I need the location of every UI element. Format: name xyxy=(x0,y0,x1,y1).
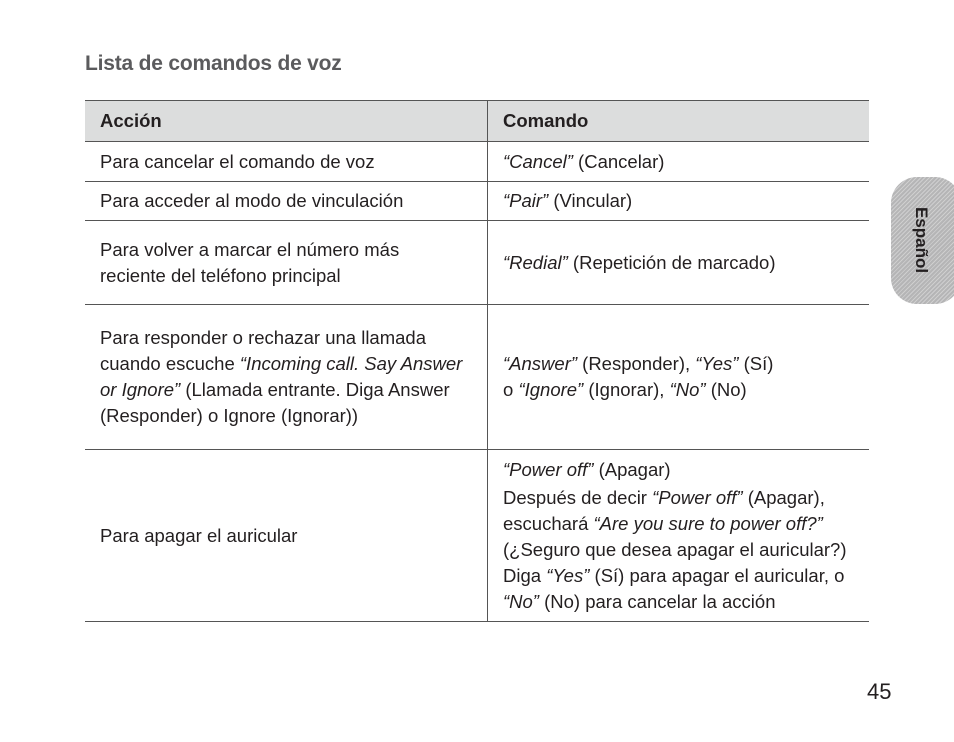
command-translation: (Apagar), escuchará xyxy=(503,486,825,534)
command-cell xyxy=(488,142,870,182)
command-keyword: “Pair” xyxy=(503,190,549,211)
command-keyword: “Redial” xyxy=(503,251,568,273)
language-side-tab-label: Español xyxy=(912,206,931,274)
table-row xyxy=(85,450,869,622)
header-command: Comando xyxy=(488,101,870,142)
table-header-row xyxy=(85,101,869,142)
command-keyword: “Ignore” xyxy=(518,379,584,400)
action-cell: Para apagar el auricular xyxy=(85,450,488,622)
command-line xyxy=(503,377,861,403)
command-keyword: “Yes” xyxy=(695,353,739,374)
command-translation: (¿Seguro que desea apagar el auricular?) Diga xyxy=(503,538,847,586)
action-cell xyxy=(85,305,488,450)
command-translation: (Cancelar) xyxy=(572,150,665,172)
command-cell xyxy=(488,305,870,450)
action-cell: Para volver a marcar el número más reciente del teléfono principal xyxy=(85,221,488,305)
command-keyword: “Power off” xyxy=(652,486,743,508)
command-translation: o xyxy=(503,379,519,400)
action-cell: Para cancelar el comando de voz xyxy=(85,142,488,182)
command-translation: (No) para cancelar la acción xyxy=(538,590,776,612)
page-number: 45 xyxy=(867,679,892,704)
command-translation: (Sí) para apagar el auricular, o xyxy=(589,564,845,586)
action-text: (Llamada entrante. Diga Answer (Responder) o Ignore (Ignorar)) xyxy=(100,379,450,426)
prompt-keyword: “Incoming call. Say Answer or Ignore” xyxy=(100,353,463,400)
command-translation: (Ignorar), xyxy=(583,379,670,400)
table-row xyxy=(85,305,869,450)
command-translation: (Apagar) xyxy=(593,458,671,480)
command-keyword: “Yes” xyxy=(546,564,590,586)
command-translation: (Repetición de marcado) xyxy=(567,251,776,273)
table-row xyxy=(85,221,869,305)
command-translation: (No) xyxy=(705,379,747,400)
command-translation: (Vincular) xyxy=(548,190,633,211)
command-keyword: “No” xyxy=(503,590,539,612)
command-paragraph xyxy=(503,485,849,615)
header-action: Acción xyxy=(85,101,488,142)
command-translation: (Sí) xyxy=(738,353,774,374)
command-line xyxy=(503,457,849,483)
section-title: Lista de comandos de voz xyxy=(85,52,342,75)
command-keyword: “Power off” xyxy=(503,458,594,480)
command-translation: (Responder), xyxy=(577,353,696,374)
voice-commands-table xyxy=(85,100,869,622)
command-line xyxy=(503,351,861,377)
command-cell xyxy=(488,221,870,305)
action-cell: Para acceder al modo de vinculación xyxy=(85,182,488,221)
command-translation: Después de decir xyxy=(503,486,653,508)
command-keyword: “Answer” xyxy=(503,353,578,374)
command-cell xyxy=(488,182,870,221)
command-keyword: “No” xyxy=(669,379,706,400)
table-row xyxy=(85,182,869,221)
command-keyword: “Are you sure to power off?” xyxy=(593,512,823,534)
command-keyword: “Cancel” xyxy=(503,150,573,172)
command-cell xyxy=(488,450,870,622)
table-row xyxy=(85,142,869,182)
action-text: Para responder o rechazar una llamada cuando escuche xyxy=(100,327,426,374)
